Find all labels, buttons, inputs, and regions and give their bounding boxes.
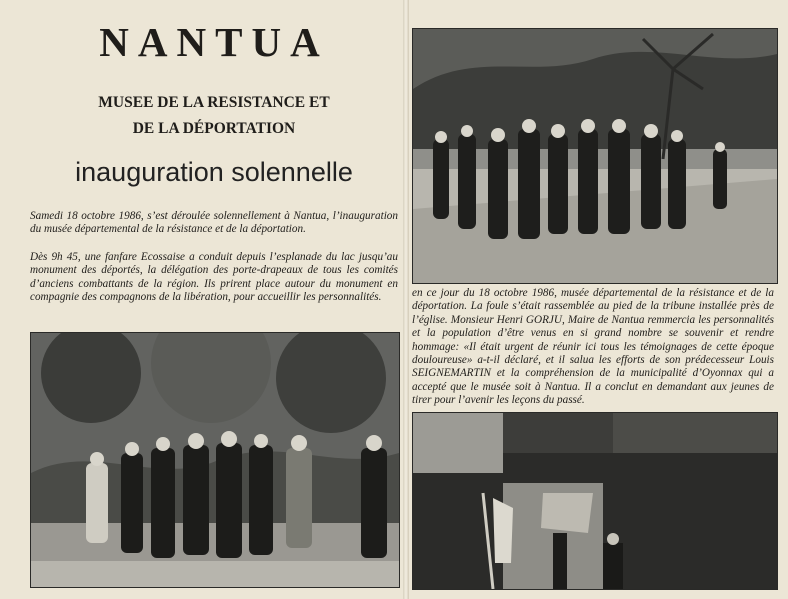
paragraph-intro: Samedi 18 octobre 1986, s’est déroulée solennellement à Nantua, l’inauguration du musée départemental de la résistance et de la déportation.	[30, 210, 398, 236]
photo-officials-saluting	[30, 332, 400, 588]
page-fold	[403, 0, 409, 599]
paragraph-ceremony: Dès 9h 45, une fanfare Ecossaise a conduit depuis l’esplanade du lac jusqu’au monument des déportés, la délégation des porte-drapeaux de tous les comités d’anciens combattants de la région. Ils prirent place autour du monument en compagnie des compagnons de la libération, pour accueillir les personnalités.	[30, 251, 398, 304]
article-headline: inauguration solennelle	[75, 157, 353, 187]
paragraph-speech: en ce jour du 18 octobre 1986, musée départemental de la résistance et de la déportation. La foule s’était rassemblée au pied de la tribune installée près de l’église. Monsieur Henri GORJU, Maire de Nantua remmercia les personnalités et la population d’être venus en si grand nombre se souvenir et rendre hommage: «Il était urgent de réunir ici tous les témoignages de cette époque douloureuse» a-t-il déclaré, et il salua les efforts de son prédecesseur Louis SEIGNEMARTIN et la compréhension de la municipalité d’Oyonnax qui a accepté que le musée soit à Nantua. Il a conclut en demandant aux jeunes de tirer pour l’avenir les leçons du passé.	[412, 287, 774, 407]
subtitle-line-2: DE LA DÉPORTATION	[132, 120, 296, 137]
photo-flag-bearers	[412, 412, 778, 590]
article-subtitle	[30, 90, 398, 142]
article-title: NANTUA	[99, 19, 329, 65]
photo-procession	[412, 28, 778, 284]
subtitle-line-1: MUSEE DE LA RESISTANCE ET	[98, 94, 330, 111]
